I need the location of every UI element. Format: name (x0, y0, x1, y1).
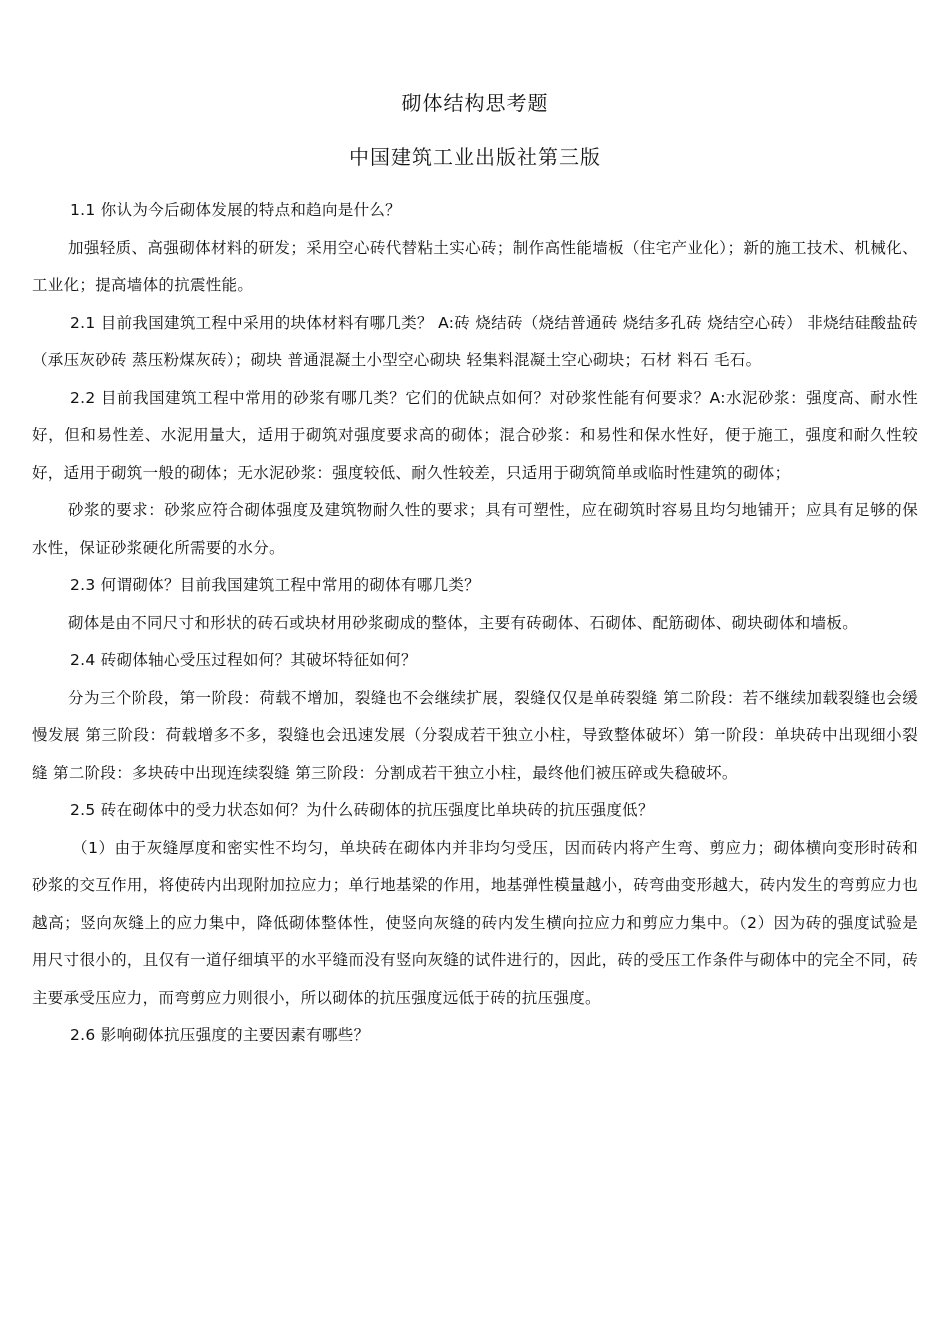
question-2-6: 2.6 影响砌体抗压强度的主要因素有哪些？ (70, 1026, 370, 1044)
document-body (32, 192, 918, 1055)
question-2-2: 2.2 目前我国建筑工程中常用的砂浆有哪几类？它们的优缺点如何？对砂浆性能有何要求？A:水泥砂浆：强度高、耐水性好，但和易性差、水泥用量大，适用于砌筑对强度要求高的砌体；混合砂浆：和易性和保水性好，便于施工，强度和耐久性较好，适用于砌筑一般的砌体；无水泥砂浆：强度较低、耐久性较差，只适用于砌筑简单或临时性建筑的砌体； (32, 388, 918, 482)
answer-1-1: 加强轻质、高强砌体材料的研发；采用空心砖代替粘土实心砖；制作高性能墙板（住宅产业化）；新的施工技术、机械化、工业化；提高墙体的抗震性能。 (32, 238, 918, 294)
question-2-5: 2.5 砖在砌体中的受力状态如何？为什么砖砌体的抗压强度比单块砖的抗压强度低？ (70, 801, 654, 819)
document-subtitle: 中国建筑工业出版社第三版 (349, 145, 601, 169)
question-2-1: 2.1 目前我国建筑工程中采用的块体材料有哪几类？ A:砖 烧结砖（烧结普通砖 烧结多孔砖 烧结空心砖） 非烧结硅酸盐砖（承压灰砂砖 蒸压粉煤灰砖）；砌块 普通混凝土小型空心砌块 轻集料混凝土空心砌块；石材 料石 毛石。 (32, 313, 918, 369)
question-2-3: 2.3 何谓砌体？目前我国建筑工程中常用的砌体有哪几类？ (70, 576, 480, 594)
answer-2-5: （1）由于灰缝厚度和密实性不均匀，单块砖在砌体内并非均匀受压，因而砖内将产生弯、剪应力；砌体横向变形时砖和砂浆的交互作用，将使砖内出现附加拉应力；单行地基梁的作用，地基弹性模量越小，砖弯曲变形越大，砖内发生的弯剪应力也越高；竖向灰缝上的应力集中，降低砌体整体性，使竖向灰缝的砖内发生横向拉应力和剪应力集中。（2）因为砖的强度试验是用尺寸很小的，且仅有一道仔细填平的水平缝而没有竖向灰缝的试件进行的，因此，砖的受压工作条件与砌体中的完全不同，砖主要承受压应力，而弯剪应力则很小，所以砌体的抗压强度远低于砖的抗压强度。 (32, 838, 918, 1007)
answer-2-3: 砌体是由不同尺寸和形状的砖石或块材用砂浆砌成的整体，主要有砖砌体、石砌体、配筋砌体、砌块砌体和墙板。 (68, 613, 859, 632)
answer-2-2-mortar-requirements: 砂浆的要求：砂浆应符合砌体强度及建筑物耐久性的要求；具有可塑性，应在砌筑时容易且均匀地铺开；应具有足够的保水性，保证砂浆硬化所需要的水分。 (32, 501, 918, 557)
answer-2-4: 分为三个阶段，第一阶段：荷载不增加，裂缝也不会继续扩展，裂缝仅仅是单砖裂缝 第二阶段：若不继续加载裂缝也会缓慢发展 第三阶段：荷载增多不多，裂缝也会迅速发展（分裂成若干独立小柱，导致整体破坏）第一阶段：单块砖中出现细小裂缝 第二阶段：多块砖中出现连续裂缝 第三阶段：分割成若干独立小柱，最终他们被压碎或失稳破坏。 (32, 688, 918, 782)
document-title: 砌体结构思考题 (401, 91, 549, 115)
question-2-4: 2.4 砖砌体轴心受压过程如何？其破坏特征如何？ (70, 651, 417, 669)
question-1-1: 1.1 你认为今后砌体发展的特点和趋向是什么？ (70, 201, 401, 219)
